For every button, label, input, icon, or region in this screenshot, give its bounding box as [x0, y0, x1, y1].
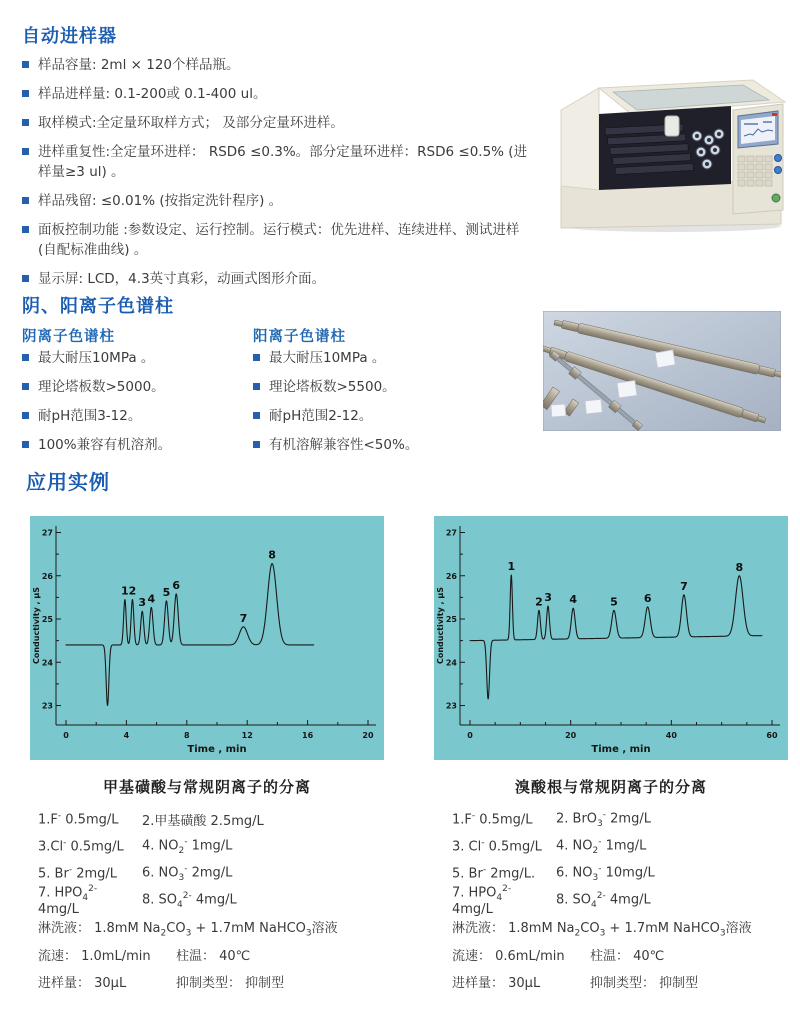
- svg-text:6: 6: [172, 578, 181, 592]
- spec-item: [22, 377, 237, 397]
- spec-text: 最大耐压10MPa 。: [38, 350, 155, 366]
- condition-temp: 柱温： 40℃: [590, 949, 665, 964]
- peak-entry: 1.F- 0.5mg/L: [452, 811, 533, 828]
- peak-entry: 7. $HPO_4^{2-}$ 4mg/L: [38, 883, 98, 918]
- section-title-applications: 应用实例: [26, 470, 110, 494]
- spec-item: [22, 55, 534, 75]
- svg-text:Conductivity , μS: Conductivity , μS: [436, 586, 445, 665]
- peak-row: [452, 883, 797, 918]
- condition-row: [38, 968, 408, 995]
- svg-text:3: 3: [138, 596, 147, 610]
- peak-entry: 6. $NO_3^-$ 2mg/L: [142, 864, 233, 883]
- peak-entry: 8. $SO_4^{2-}$ 4mg/L: [556, 891, 651, 910]
- spec-item: [22, 191, 534, 211]
- condition-text: 淋洗液： 1.8mM $Na_2CO_3 + 1.7mM$ NaHCO$_3$溶液: [38, 920, 338, 939]
- svg-text:8: 8: [268, 548, 276, 562]
- spec-text: 有机溶解兼容性<50%。: [269, 437, 419, 453]
- anion-column-title: 阴离子色谱柱: [22, 329, 115, 345]
- peak-entry: 6. $NO_3^-$ 10mg/L: [556, 864, 655, 883]
- svg-text:20: 20: [362, 731, 374, 740]
- svg-text:7: 7: [680, 579, 688, 593]
- peak-row: [38, 833, 408, 860]
- peak-entry: 2.甲基磺酸 2.5mg/L: [142, 814, 264, 829]
- spec-text: 显示屏: LCD，4.3英寸真彩，动画式图形介面。: [38, 271, 326, 287]
- power-indicator: [772, 194, 780, 202]
- spec-text: 100%兼容有机溶剂。: [38, 437, 172, 453]
- spec-text: 样品残留: ≤0.01% (按指定洗针程序) 。: [38, 193, 283, 209]
- svg-text:26: 26: [41, 571, 53, 581]
- columns-photo: [543, 311, 781, 431]
- bullet-square-icon: [22, 61, 29, 68]
- svg-text:27: 27: [445, 528, 457, 538]
- bullet-square-icon: [22, 148, 29, 155]
- spec-text: 耐pH范围3-12。: [38, 408, 142, 424]
- peak-entry: 4. $NO_2^-$ 1mg/L: [142, 837, 233, 856]
- svg-text:1: 1: [121, 584, 129, 598]
- peak-entry: 3. Cl- 0.5mg/L: [452, 838, 542, 855]
- svg-text:4: 4: [569, 593, 578, 607]
- spec-item: [253, 377, 483, 397]
- svg-text:0: 0: [467, 731, 473, 740]
- spec-text: 理论塔板数>5500。: [269, 379, 396, 395]
- label-tag: [655, 350, 675, 368]
- peak-entry: 5. Br- 2mg/L: [38, 865, 118, 882]
- svg-text:12: 12: [241, 731, 253, 740]
- svg-text:Time , min: Time , min: [187, 744, 247, 755]
- spec-text: 取样模式:全定量环取样方式； 及部分定量环进样。: [38, 115, 344, 131]
- bullet-square-icon: [22, 383, 29, 390]
- spec-item: [22, 348, 237, 368]
- peak-entry: 2. BrO$_3$- 2mg/L: [556, 810, 651, 829]
- svg-text:6: 6: [643, 591, 652, 605]
- chart-caption-left: 甲基磺酸与常规阴离子的分离: [102, 778, 311, 796]
- svg-text:40: 40: [665, 731, 677, 740]
- columns-illustration: [543, 311, 781, 431]
- bullet-square-icon: [22, 197, 29, 204]
- wash-cup: [665, 116, 679, 136]
- svg-text:26: 26: [445, 571, 457, 581]
- condition-eluent: [38, 914, 408, 941]
- svg-text:23: 23: [445, 701, 457, 711]
- condition-flow: 流速： 1.0mL/min: [38, 949, 151, 964]
- bullet-square-icon: [22, 354, 29, 361]
- spec-text: 样品容量: 2ml × 120个样品瓶。: [38, 57, 240, 73]
- spec-item: [22, 113, 534, 133]
- svg-text:2: 2: [128, 584, 137, 598]
- anion-spec-list: [22, 348, 237, 464]
- autosampler-illustration: [545, 58, 795, 236]
- bullet-square-icon: [22, 90, 29, 97]
- spec-item: [22, 220, 534, 260]
- peak-row: [38, 806, 408, 833]
- svg-text:1: 1: [507, 559, 516, 573]
- svg-text:7: 7: [239, 611, 248, 625]
- svg-text:3: 3: [544, 591, 552, 605]
- condition-inject: 进样量： 30μL: [38, 976, 127, 991]
- bullet-square-icon: [253, 441, 260, 448]
- condition-inject: 进样量： 30μL: [452, 976, 541, 991]
- autosampler-photo: [545, 58, 795, 236]
- panel-button-blue: [775, 167, 782, 174]
- svg-text:24: 24: [445, 658, 457, 668]
- bullet-square-icon: [22, 412, 29, 419]
- peak-entry: 3.Cl- 0.5mg/L: [38, 838, 124, 855]
- svg-text:8: 8: [184, 731, 190, 740]
- condition-suppress: 抑制类型： 抑制型: [176, 976, 285, 991]
- bullet-square-icon: [253, 383, 260, 390]
- svg-text:0: 0: [63, 731, 69, 740]
- svg-text:5: 5: [610, 595, 618, 609]
- spec-text: 进样重复性:全定量环进样： RSD6 ≤0.3%。部分定量环进样：RSD6 ≤0.5% (进样量≥3 ul) 。: [38, 144, 528, 180]
- peak-list-left: [38, 806, 408, 995]
- svg-text:16: 16: [302, 731, 314, 740]
- autosampler-spec-list: [22, 55, 534, 298]
- svg-text:2: 2: [535, 595, 543, 609]
- condition-text: 淋洗液： 1.8mM $Na_2CO_3 + 1.7mM$ NaHCO$_3$溶液: [452, 920, 752, 939]
- label-tag: [585, 399, 602, 414]
- peak-row: [38, 883, 408, 918]
- spec-text: 面板控制功能 :参数设定、运行控制。运行模式：优先进样、连续进样、测试进样 (自配标准曲线) 。: [38, 222, 520, 258]
- spec-item: [22, 406, 237, 426]
- label-tag: [617, 380, 637, 397]
- peak-row: [452, 833, 797, 860]
- spec-text: 最大耐压10MPa 。: [269, 350, 386, 366]
- svg-text:23: 23: [41, 701, 53, 711]
- spec-item: [22, 269, 534, 289]
- chart-caption-right: 溴酸根与常规阴离子的分离: [514, 778, 707, 796]
- svg-text:25: 25: [445, 615, 457, 625]
- spec-item: [253, 435, 483, 455]
- svg-text:27: 27: [41, 528, 53, 538]
- chromatogram-methanesulfonate-anions: [30, 516, 384, 760]
- condition-row: [452, 941, 797, 968]
- condition-temp: 柱温： 40℃: [176, 949, 251, 964]
- peak-entry: 1.F- 0.5mg/L: [38, 811, 119, 828]
- spec-item: [22, 84, 534, 104]
- spec-item: [22, 142, 534, 182]
- svg-text:Time , min: Time , min: [591, 744, 651, 755]
- spec-item: [22, 435, 237, 455]
- sample-tray: [605, 123, 693, 174]
- spec-item: [253, 406, 483, 426]
- peak-row: [452, 806, 797, 833]
- peak-list-right: [452, 806, 797, 995]
- svg-text:8: 8: [735, 560, 744, 574]
- svg-text:4: 4: [123, 731, 130, 740]
- bullet-square-icon: [22, 441, 29, 448]
- cation-column-title: 阳离子色谱柱: [253, 329, 346, 345]
- condition-suppress: 抑制类型： 抑制型: [590, 976, 699, 991]
- svg-text:25: 25: [41, 615, 53, 625]
- condition-row: [452, 968, 797, 995]
- condition-flow: 流速： 0.6mL/min: [452, 949, 565, 964]
- bullet-square-icon: [22, 275, 29, 282]
- spec-text: 理论塔板数>5000。: [38, 379, 165, 395]
- cation-spec-list: [253, 348, 483, 464]
- spec-text: 样品进样量: 0.1-200或 0.1-400 ul。: [38, 86, 267, 102]
- spec-item: [253, 348, 483, 368]
- bullet-square-icon: [22, 119, 29, 126]
- condition-eluent: [452, 914, 797, 941]
- chromatogram-bromate-anions: [434, 516, 788, 760]
- svg-text:5: 5: [162, 585, 171, 599]
- section-title-columns: 阴、阳离子色谱柱: [22, 296, 174, 317]
- svg-text:4: 4: [147, 592, 156, 606]
- peak-entry: 5. Br- 2mg/L.: [452, 865, 536, 882]
- condition-row: [38, 941, 408, 968]
- svg-text:24: 24: [41, 658, 53, 668]
- section-title-autosampler: 自动进样器: [22, 26, 117, 47]
- svg-text:20: 20: [565, 731, 577, 740]
- panel-button-blue: [775, 155, 782, 162]
- bullet-square-icon: [253, 412, 260, 419]
- peak-entry: 4. $NO_2^-$ 1mg/L: [556, 837, 647, 856]
- spec-text: 耐pH范围2-12。: [269, 408, 373, 424]
- bullet-square-icon: [253, 354, 260, 361]
- svg-text:60: 60: [766, 731, 778, 740]
- bullet-square-icon: [22, 226, 29, 233]
- svg-text:Conductivity , μS: Conductivity , μS: [32, 586, 41, 665]
- peak-entry: 7. $HPO_4^{2-}$ 4mg/L: [452, 883, 512, 918]
- peak-entry: 8. $SO_4^{2-}$ 4mg/L: [142, 891, 237, 910]
- label-tag: [551, 404, 566, 417]
